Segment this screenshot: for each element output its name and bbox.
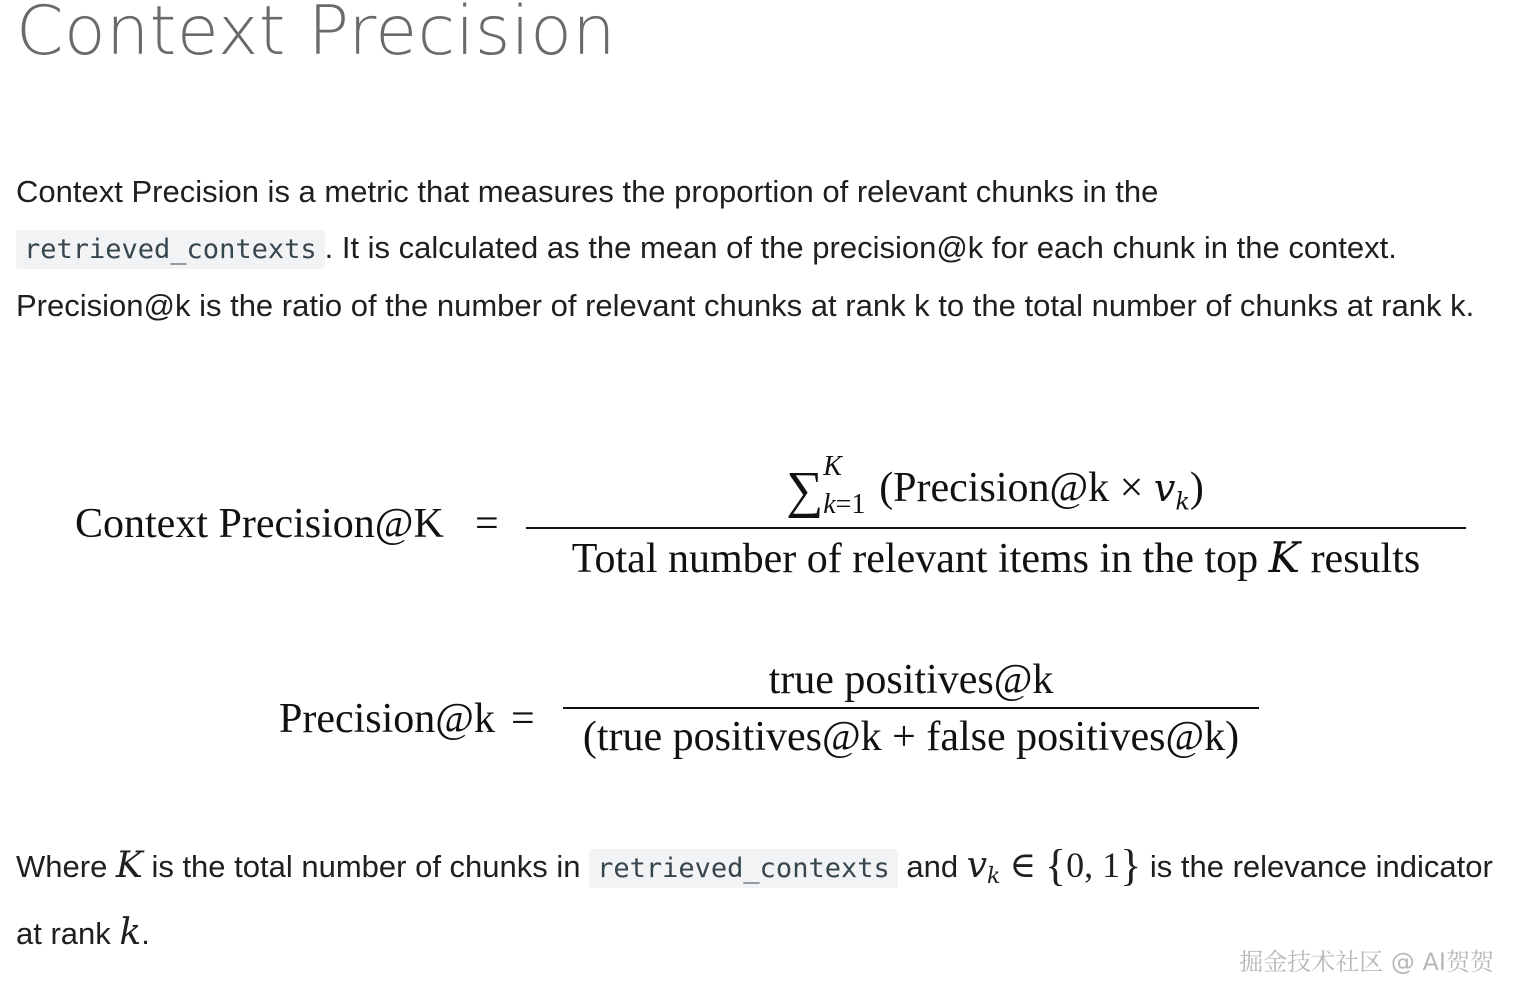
formula1-lhs: Context Precision@K xyxy=(75,501,444,547)
denominator-text: Total number of relevant items in the top xyxy=(571,536,1269,582)
denominator-end: results xyxy=(1300,536,1421,582)
watermark: 掘金技术社区 @ AI贺贺 xyxy=(1239,948,1494,976)
retrieved-contexts-code: retrieved_contexts xyxy=(16,230,325,269)
sum-lower xyxy=(823,489,865,521)
formula1-fraction-bar xyxy=(526,527,1466,529)
set-close-brace: } xyxy=(1120,841,1142,890)
sum-upper: K xyxy=(823,451,842,482)
formula2-equals: = xyxy=(511,696,535,742)
var-v: v xyxy=(966,845,988,886)
denominator-K: K xyxy=(1268,533,1301,582)
formula2-denominator: (true positives@k + false positives@k) xyxy=(582,714,1240,760)
intro-text-2: . It is calculated as the mean of the precision@k for each chunk in the context. Precision@k is the ratio of the number of relevant chunks at rank k to the total number of chunks at rank k. xyxy=(16,230,1475,323)
retrieved-contexts-code-2: retrieved_contexts xyxy=(589,849,898,888)
outro-where: Where xyxy=(16,849,116,884)
formula2-fraction-bar xyxy=(563,707,1259,709)
var-v-subscript: k xyxy=(987,864,1001,889)
sum-lower-rest: =1 xyxy=(835,489,866,520)
element-of-symbol: ∈ xyxy=(1000,845,1046,885)
numerator-text: (Precision@k × xyxy=(879,465,1154,511)
sum-lower-var: k xyxy=(823,489,836,520)
formula1-denominator xyxy=(526,533,1466,583)
v-subscript: k xyxy=(1175,487,1190,516)
sum-symbol: ∑ xyxy=(786,462,824,519)
v-k-symbol xyxy=(1153,466,1190,516)
outro-and: and xyxy=(897,849,967,884)
set-open-brace: { xyxy=(1045,841,1067,890)
formula2-numerator: true positives@k xyxy=(768,657,1054,703)
v-symbol: v xyxy=(1153,466,1176,510)
var-k: k xyxy=(119,912,142,953)
set-values: 0, 1 xyxy=(1066,845,1121,885)
formula2-lhs: Precision@k xyxy=(279,696,495,742)
intro-paragraph xyxy=(16,164,1506,334)
outro-period: . xyxy=(141,916,150,951)
intro-text-1: Context Precision is a metric that measures the proportion of relevant chunks in the xyxy=(16,174,1159,209)
formula1-equals: = xyxy=(475,501,499,547)
outro-text-2: is the relevance indicator at rank xyxy=(16,849,1493,951)
numerator-close: ) xyxy=(1189,465,1204,511)
var-K: K xyxy=(115,845,143,886)
outro-text-1: is the total number of chunks in xyxy=(142,849,590,884)
page-title: Context Precision xyxy=(16,0,616,71)
sum-limits xyxy=(823,451,879,520)
formula1-numerator xyxy=(525,451,1465,520)
